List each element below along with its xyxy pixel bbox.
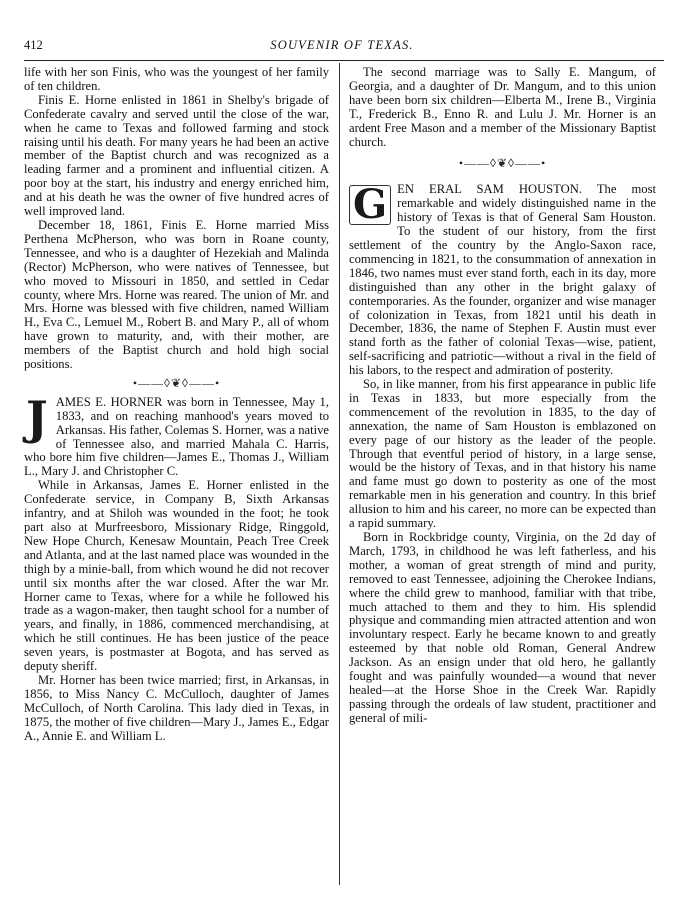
paragraph: While in Arkansas, James E. Horner enlisted in the Confederate service, in Company B, Sixth Arkansas infantry, and at Shiloh was wounded in the foot; he took part also at Murfreesboro, Missionary Ridge, Ringgold, New Hope Church, Kenesaw Mountain, Peach Tree Creek and Atlanta, and at the last named place was wounded in the thigh by a minie-ball, from which wound he did not recover until six months after the war closed. After the war Mr. Horner came to Texas, where for a while he followed his trade as a wagon-maker, then taught school for a number of years, and finally, in 1886, commenced merchandising, at which he still continues. He has been justice of the peace seven years, is postmaster at Bogota, and has served as deputy sheriff.	[24, 478, 329, 674]
drop-cap-g: G	[349, 185, 391, 225]
header-rule	[24, 60, 664, 61]
page-header	[24, 38, 660, 56]
paragraph: Born in Rockbridge county, Virginia, on the 2d day of March, 1793, in childhood he was left fatherless, and his mother, a woman of great strength of mind and purity, removed to east Tennessee, adjoining the Cherokee Indians, where the child grew to manhood, familiar with that tribe, much attached to them and they to him. His splendid physique and commanding mien attracted attention and won involuntary respect. Early he became known to and greatly esteemed by that noble old Roman, General Andrew Jackson. As an ensign under that old hero, he gallantly fought and was painfully wounded—a wound that never healed—at the Horse Shoe in the Creek War. Rapidly passing through the ordeals of law student, practitioner and general of mili-	[349, 530, 656, 725]
right-column	[349, 66, 656, 726]
houston-biography-lead	[349, 183, 656, 378]
section-ornament: •——◊❦◊——•	[132, 375, 221, 390]
left-column	[24, 66, 329, 744]
paragraph: Mr. Horner has been twice married; first, in Arkansas, in 1856, to Miss Nancy C. McCulloch, daughter of James McCulloch, of North Carolina. This lady died in Texas, in 1875, the mother of five children—Mary J., James E., Edgar A., Annie E. and William L.	[24, 672, 329, 743]
paragraph: So, in like manner, from his first appearance in public life in Texas in 1833, but more especially from the commencement of the revolution in 1835, to the day of annexation, the name of Sam Houston is emblazoned on every page of our history as the leader of the people. Through that eventful period of history, in a large sense, would be the history of Texas, and in that history his name and fame must go down to posterity as one of the most remarkable men in his generation and country. In this brief allusion to him and his career, no more can be expected than a rapid summary.	[349, 377, 656, 531]
drop-cap-j: J	[26, 390, 48, 445]
section-ornament: •——◊❦◊——•	[458, 156, 547, 171]
paragraph: Finis E. Horne enlisted in 1861 in Shelby's brigade of Confederate cavalry and served until the close of the war, when he came to Texas and followed farming and stock raising until his death. For many years he had been an active member of the Baptist church and was recognized as a leading farmer and a prominent and influential citizen. A poor boy at the start, his industry and energy enriched him, and at his death he was the owner of five hundred acres of well improved land.	[24, 92, 329, 219]
horner-biography-lead	[24, 390, 329, 479]
horner-lead-text: AMES E. HORNER was born in Tennessee, May 1, 1833, and on reaching manhood's years moved to Arkansas. His father, Colemas S. Horner, was a native of Tennessee also, and married Mahala C. Harris, who bore him five children—James E., Thomas J., William L., Mary J. and Christopher C.	[24, 394, 329, 479]
running-title: SOUVENIR OF TEXAS.	[270, 38, 414, 52]
paragraph: The second marriage was to Sally E. Mangum, of Georgia, and a daughter of Dr. Mangum, and to this union have been born six children—Elberta M., Irene B., Virginia T., Frederick B., Enno R. and Lulu J. Mr. Horner is an ardent Free Mason and a member of the Missionary Baptist church.	[349, 65, 656, 149]
paragraph: December 18, 1861, Finis E. Horne married Miss Perthena McPherson, who was born in Roane county, Tennessee, and who is a daughter of Hezekiah and Malinda (Rector) McPherson, who were natives of Tennessee, but who moved to Missouri in 1850, and settled in Cedar county, where Mrs. Horne was reared. The union of Mr. and Mrs. Horne was blessed with five children, named William H., Eva C., Lemuel M., Robert B. and Mary P., all of whom have grown to maturity, and, with their mother, are members of the Baptist church and hold high social positions.	[24, 217, 329, 372]
column-divider	[339, 63, 340, 885]
paragraph: life with her son Finis, who was the youngest of her family of ten children.	[24, 65, 329, 93]
houston-lead-text: EN ERAL SAM HOUSTON. The most remarkable and widely distinguished name in the history of Texas is that of General Sam Houston. To the student of our history, from the first settlement of the country by the Anglo-Saxon race, commencing in 1821, to the consummation of annexation in 1846, two names must ever stand forth, each in its day, more distinguished than any other in the bright galaxy of contemporaries. As the founder, organizer and wise manager of colonization in Texas, from 1821 until his death in December, 1836, the name of Stephen F. Austin must ever stand forth as the father of colonial Texas—wise, patient, self-sacrificing and patriotic—without a rival in the field of his labors, to the respect and admiration of posterity.	[349, 182, 656, 378]
page-number: 412	[24, 38, 43, 52]
